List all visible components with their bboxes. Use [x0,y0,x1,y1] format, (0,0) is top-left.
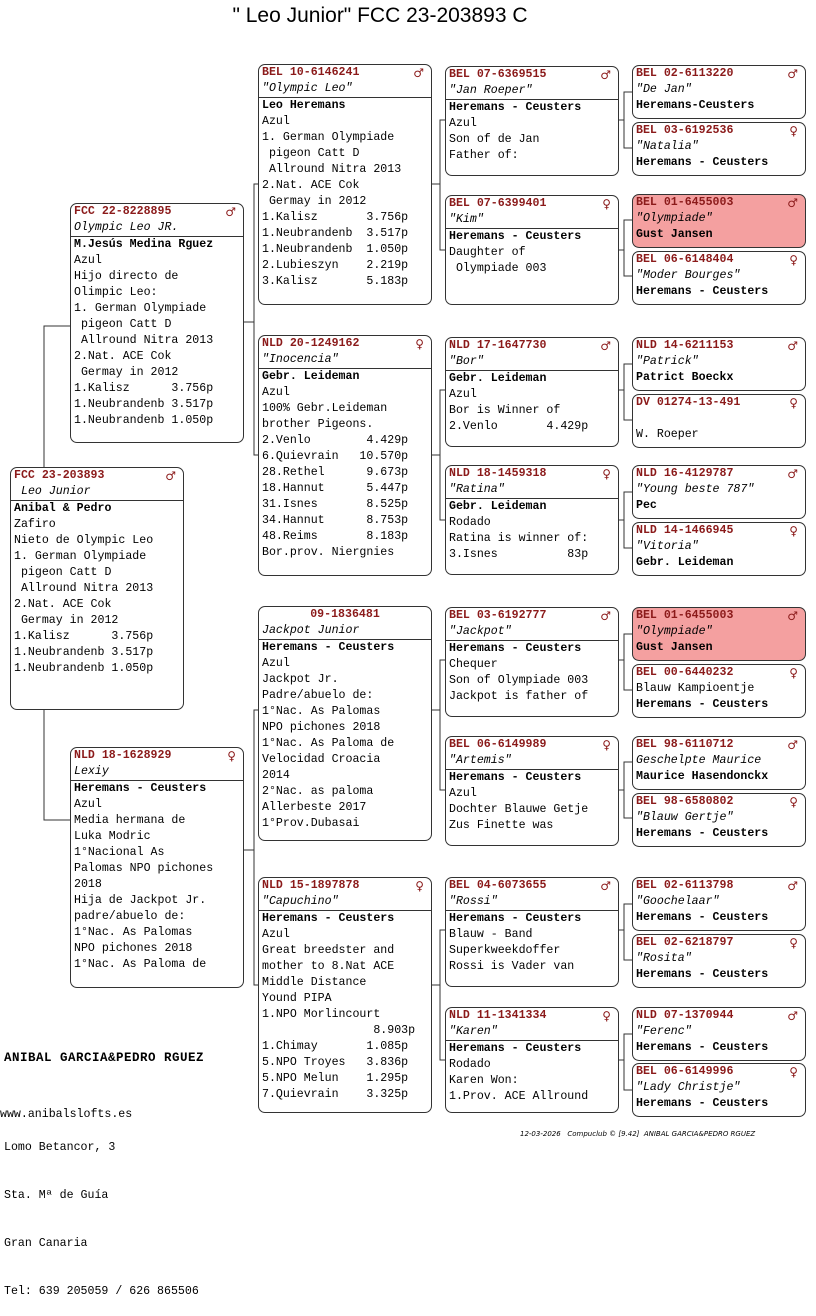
info-line: 2.Venlo 4.429p [449,420,589,433]
info-line: Son of Olympiade 003 [449,674,589,687]
gen4-card-1[interactable] [632,65,806,119]
bird-name: "Rosita" [636,952,692,965]
breeder-info [4,1018,204,1316]
info-line: Yound PIPA [262,992,332,1005]
bird-name: Geschelpte Maurice [636,754,762,767]
info-line: Palomas NPO pichones [74,862,214,875]
info-line: 1.Neubrandenb 3.517p [14,646,154,659]
info-line: pigeon Catt D [74,318,172,331]
info-line: 1. German Olympiade [262,131,395,144]
owner: Heremans - Ceusters [636,911,769,924]
ring-number: BEL 06-6148404 [636,253,734,266]
ring-number: FCC 23-203893 [14,469,105,482]
gen4-card-8[interactable] [632,522,806,576]
subject-card[interactable] [10,467,184,710]
gen3-card-fmf[interactable] [445,337,619,447]
info-line: 1.Neubrandenb 3.517p [74,398,214,411]
info-line: 1. German Olympiade [14,550,147,563]
info-line: 5.NPO Troyes 3.836p [262,1056,409,1069]
info-line: Germay in 2012 [74,366,179,379]
ring-number: BEL 06-6149996 [636,1065,734,1078]
info-line: Velocidad Croacia [262,753,381,766]
ring-number: BEL 98-6580802 [636,795,734,808]
info-line: Olympiade 003 [449,262,547,275]
ring-number: NLD 07-1370944 [636,1009,734,1022]
info-line: Karen Won: [449,1074,519,1087]
bird-name: "Rossi" [446,894,619,911]
bird-name: Blauw Kampioentje [636,682,755,695]
info-line: 100% Gebr.Leideman [262,402,388,415]
bird-name: "Bor" [446,354,619,371]
owner: Anibal & Pedro [14,502,112,515]
info-line: Bor.prov. Niergnies [262,546,395,559]
info-line: Superkweekdoffer [449,944,561,957]
ring-number: NLD 18-1459318 [449,467,547,480]
info-line: Luka Modric [74,830,151,843]
bird-name: "Blauw Gertje" [636,811,734,824]
info-line: Zus Finette was [449,819,554,832]
gen3-card-mmf[interactable] [445,877,619,987]
owner: Heremans - Ceusters [449,771,582,784]
info-line: NPO pichones 2018 [262,721,381,734]
granddam-maternal-card[interactable] [258,877,432,1113]
info-line: Hija de Jackpot Jr. [74,894,207,907]
gen4-card-15[interactable] [632,1007,806,1061]
info-line: pigeon Catt D [262,147,360,160]
bird-name: "Lady Christje" [636,1081,741,1094]
info-line: Azul [262,657,290,670]
male-icon: ♂ [787,467,798,481]
female-icon: ♀ [227,749,236,763]
gen4-card-13[interactable] [632,877,806,931]
female-icon: ♀ [415,337,424,351]
father-card[interactable] [70,203,244,443]
info-line: Azul [262,115,290,128]
ring-number: NLD 15-1897878 [262,879,360,892]
info-line: 7.Quievrain 3.325p [262,1088,409,1101]
owner: Heremans - Ceusters [262,641,395,654]
male-icon: ♂ [600,609,611,623]
info-line: 31.Isnes 8.525p [262,498,409,511]
info-line: Padre/abuelo de: [262,689,374,702]
owner: Heremans - Ceusters [449,101,582,114]
bird-name: "Young beste 787" [636,483,755,496]
ring-number: BEL 98-6110712 [636,738,734,751]
address-line: Gran Canaria [4,1237,88,1250]
ring-number: BEL 02-6218797 [636,936,734,949]
owner: Gebr. Leideman [449,372,547,385]
info-line: Azul [262,928,290,941]
info-line: 2.Venlo 4.429p [262,434,409,447]
info-line: 2.Lubieszyn 2.219p [262,259,409,272]
info-line: 1.Chimay 1.085p [262,1040,409,1053]
gen4-card-2[interactable] [632,122,806,176]
owner: Heremans - Ceusters [262,912,395,925]
bird-name: "Jackpot" [446,624,619,641]
owner: Heremans - Ceusters [74,782,207,795]
info-line: 3.Isnes 83p [449,548,589,561]
gen3-card-mff[interactable] [445,607,619,717]
info-line: 2.Nat. ACE Cok [262,179,360,192]
bird-name: "Inocencia" [259,352,432,369]
info-line: 1.Kalisz 3.756p [74,382,214,395]
breeder-name: ANIBAL GARCIA&PEDRO RGUEZ [4,1051,205,1065]
male-icon: ♂ [600,879,611,893]
owner: Gebr. Leideman [636,556,734,569]
ring-number: BEL 03-6192777 [449,609,547,622]
owner: Patrict Boeckx [636,371,734,384]
bird-name: "Patrick" [636,355,699,368]
owner: Heremans - Ceusters [449,642,582,655]
info-line: 1.Kalisz 3.756p [262,211,409,224]
female-icon: ♀ [602,197,611,211]
info-line: Ratina is winner of: [449,532,589,545]
info-line: Daughter of [449,246,526,259]
ring-number: BEL 01-6455003 [636,609,734,622]
info-line: 18.Hannut 5.447p [262,482,409,495]
bird-name: "Capuchino" [259,894,432,911]
bird-name: "Moder Bourges" [636,269,741,282]
info-line: pigeon Catt D [14,566,112,579]
male-icon: ♂ [600,68,611,82]
info-line: 6.Quievrain 10.570p [262,450,409,463]
male-icon: ♂ [787,339,798,353]
info-line: mother to 8.Nat ACE [262,960,395,973]
ring-number: NLD 20-1249162 [262,337,360,350]
bird-name: "Kim" [446,212,619,229]
ring-number: NLD 11-1341334 [449,1009,547,1022]
male-icon: ♂ [787,196,798,210]
gen4-card-16[interactable] [632,1063,806,1117]
male-icon: ♂ [787,1009,798,1023]
ring-number: BEL 01-6455003 [636,196,734,209]
info-line: Allround Nitra 2013 [262,163,402,176]
owner: W. Roeper [636,428,699,441]
bird-name [633,411,806,427]
bird-name: "Ratina" [446,482,619,499]
gen4-card-14[interactable] [632,934,806,988]
info-line: Allerbeste 2017 [262,801,367,814]
male-icon: ♂ [413,66,424,80]
info-line: Rodado [449,1058,491,1071]
owner: M.Jesús Medina Rguez [74,238,214,251]
female-icon: ♀ [602,1009,611,1023]
gen4-card-12[interactable] [632,793,806,847]
owner: Heremans-Ceusters [636,99,755,112]
info-line: Azul [449,388,477,401]
software-credit: 12-03-2026 Compuclub © [9.42] ANIBAL GARCIA&PEDRO RGUEZ [520,1130,756,1138]
info-line: 2.Nat. ACE Cok [74,350,172,363]
info-line: Rossi is Vader van [449,960,575,973]
owner: Heremans - Ceusters [636,285,769,298]
info-line: Allround Nitra 2013 [14,582,154,595]
info-line: Chequer [449,658,498,671]
info-line: 48.Reims 8.183p [262,530,409,543]
female-icon: ♀ [602,738,611,752]
gen3-card-mmm[interactable] [445,1007,619,1113]
owner: Heremans - Ceusters [636,968,769,981]
info-line: Father of: [449,149,519,162]
info-line: brother Pigeons. [262,418,374,431]
ring-number: NLD 14-6211153 [636,339,734,352]
info-line: Son of de Jan [449,133,540,146]
gen3-card-fff[interactable] [445,66,619,176]
gen4-card-4[interactable] [632,251,806,305]
owner: Gust Jansen [636,228,713,241]
info-line: 28.Rethel 9.673p [262,466,409,479]
address-line: Lomo Betancor, 3 [4,1141,116,1154]
ring-number: FCC 22-8228895 [74,205,172,218]
male-icon: ♂ [600,339,611,353]
bird-name: "Jan Roeper" [446,83,619,100]
info-line: 1.Neubrandenb 1.050p [74,414,214,427]
gen4-card-5[interactable] [632,337,806,391]
bird-name: Leo Junior [11,484,184,501]
gen4-card-10[interactable] [632,664,806,718]
info-line: Jackpot is father of [449,690,589,703]
address-line: Sta. Mª de Guía [4,1189,109,1202]
gen4-card-6[interactable] [632,394,806,448]
info-line: Zafiro [14,518,56,531]
info-line: Germay in 2012 [262,195,367,208]
info-line: Azul [74,798,102,811]
female-icon: ♀ [789,936,798,950]
website-link[interactable]: www.anibalslofts.es [0,1108,133,1121]
female-icon: ♀ [789,795,798,809]
bird-name: "Karen" [446,1024,619,1041]
info-line: 8.903p [262,1024,416,1037]
gen4-card-9[interactable] [632,607,806,661]
male-icon: ♂ [225,205,236,219]
info-line: Olimpic Leo: [74,286,158,299]
ring-number: BEL 07-6369515 [449,68,547,81]
bird-name: "Olympic Leo" [259,81,432,98]
info-line: 2014 [262,769,290,782]
ring-number: 09-1836481 [310,608,380,621]
gen3-card-fmm[interactable] [445,465,619,575]
owner: Gebr. Leideman [262,370,360,383]
ring-number: BEL 07-6399401 [449,197,547,210]
grandsire-paternal-card[interactable] [258,64,432,305]
female-icon: ♀ [602,467,611,481]
owner: Pec [636,499,657,512]
female-icon: ♀ [789,253,798,267]
owner: Heremans - Ceusters [636,1097,769,1110]
owner: Heremans - Ceusters [449,912,582,925]
ring-number: DV 01274-13-491 [636,396,741,409]
info-line: 2.Nat. ACE Cok [14,598,112,611]
gen4-card-7[interactable] [632,465,806,519]
owner: Gebr. Leideman [449,500,547,513]
owner: Heremans - Ceusters [449,1042,582,1055]
info-line: Dochter Blauwe Getje [449,803,589,816]
bird-name: "Artemis" [446,753,619,770]
male-icon: ♂ [787,738,798,752]
owner: Heremans - Ceusters [449,230,582,243]
info-line: 1.Neubrandenb 1.050p [14,662,154,675]
info-line: 1°Nac. As Paloma de [74,958,207,971]
ring-number: BEL 00-6440232 [636,666,734,679]
info-line: 1°Nac. As Paloma de [262,737,395,750]
female-icon: ♀ [789,124,798,138]
owner: Leo Heremans [262,99,346,112]
info-line: 1.Kalisz 3.756p [14,630,154,643]
bird-name: "Natalia" [636,140,699,153]
grandsire-maternal-card[interactable] [258,606,432,841]
info-line: NPO pichones 2018 [74,942,193,955]
ring-number: BEL 10-6146241 [262,66,360,79]
info-line: Azul [449,117,477,130]
pedigree-title: " Leo Junior" FCC 23-203893 C [232,4,528,27]
bird-name: "Vitoria" [636,540,699,553]
info-line: 1. German Olympiade [74,302,207,315]
ring-number: BEL 02-6113798 [636,879,734,892]
info-line: Middle Distance [262,976,367,989]
bird-name: "Ferenc" [636,1025,692,1038]
info-line: padre/abuelo de: [74,910,186,923]
mother-card[interactable] [70,747,244,988]
info-line: Blauw - Band [449,928,533,941]
info-line: 34.Hannut 8.753p [262,514,409,527]
bird-name: "De Jan" [636,83,692,96]
info-line: 1°Prov.Dubasai [262,817,360,830]
female-icon: ♀ [789,524,798,538]
info-line: Azul [262,386,290,399]
info-line: 1.Neubrandenb 3.517p [262,227,409,240]
owner: Heremans - Ceusters [636,827,769,840]
bird-name: "Olympiade" [636,212,713,225]
ring-number: BEL 02-6113220 [636,67,734,80]
gen4-card-11[interactable] [632,736,806,790]
info-line: Rodado [449,516,491,529]
ring-number: BEL 03-6192536 [636,124,734,137]
info-line: 1.Neubrandenb 1.050p [262,243,409,256]
info-line: Germay in 2012 [14,614,119,627]
bird-name: Lexiy [71,764,244,781]
female-icon: ♀ [789,666,798,680]
gen4-card-3[interactable] [632,194,806,248]
info-line: 5.NPO Melun 1.295p [262,1072,409,1085]
ring-number: NLD 17-1647730 [449,339,547,352]
ring-number: NLD 14-1466945 [636,524,734,537]
info-line: Great breedster and [262,944,395,957]
ring-number: NLD 18-1628929 [74,749,172,762]
info-line: 1°Nac. As Palomas [262,705,381,718]
info-line: 1.NPO Morlincourt [262,1008,381,1021]
gen3-card-mfm[interactable] [445,736,619,846]
info-line: Nieto de Olympic Leo [14,534,154,547]
male-icon: ♂ [165,469,176,483]
owner: Gust Jansen [636,641,713,654]
female-icon: ♀ [789,1065,798,1079]
info-line: Jackpot Jr. [262,673,339,686]
male-icon: ♂ [787,67,798,81]
granddam-paternal-card[interactable] [258,335,432,576]
info-line: 1°Nac. As Palomas [74,926,193,939]
info-line: 1°Nacional As [74,846,165,859]
info-line: 2018 [74,878,102,891]
ring-number: BEL 06-6149989 [449,738,547,751]
owner: Maurice Hasendonckx [636,770,769,783]
info-line: Allround Nitra 2013 [74,334,214,347]
info-line: Media hermana de [74,814,186,827]
info-line: Azul [449,787,477,800]
bird-name: Olympic Leo JR. [71,220,244,237]
info-line: Hijo directo de [74,270,179,283]
bird-name: Jackpot Junior [259,623,432,640]
bird-name: "Goochelaar" [636,895,720,908]
ring-number: BEL 04-6073655 [449,879,547,892]
owner: Heremans - Ceusters [636,156,769,169]
info-line: Azul [74,254,102,267]
female-icon: ♀ [789,396,798,410]
info-line: Bor is Winner of [449,404,561,417]
owner: Heremans - Ceusters [636,1041,769,1054]
male-icon: ♂ [787,879,798,893]
info-line: 2°Nac. as paloma [262,785,374,798]
ring-number: NLD 16-4129787 [636,467,734,480]
owner: Heremans - Ceusters [636,698,769,711]
info-line: 3.Kalisz 5.183p [262,275,409,288]
female-icon: ♀ [415,879,424,893]
male-icon: ♂ [787,609,798,623]
info-line: 1.Prov. ACE Allround [449,1090,589,1103]
bird-name: "Olympiade" [636,625,713,638]
phone: Tel: 639 205059 / 626 865506 [4,1285,199,1298]
gen3-card-ffm[interactable] [445,195,619,305]
